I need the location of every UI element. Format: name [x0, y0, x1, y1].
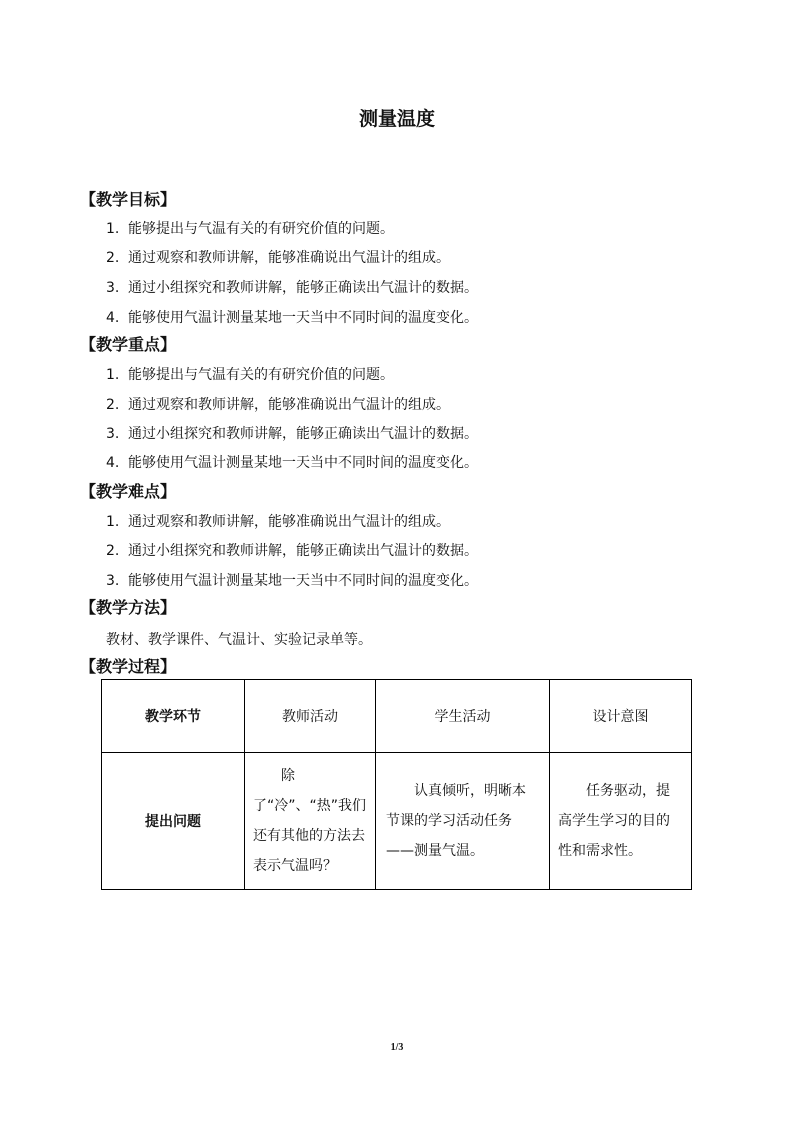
item-text: 通过小组探究和教师讲解，能够正确读出气温计的数据。 [128, 426, 478, 442]
item-number: 1. [106, 514, 120, 530]
list-item [106, 249, 450, 267]
item-number: 2. [106, 397, 120, 413]
page-title: 测量温度 [358, 108, 435, 130]
section-heading-process: 【教学过程】 [80, 657, 177, 676]
item-text: 能够提出与气温有关的有研究价值的问题。 [128, 367, 394, 383]
item-number: 3. [106, 426, 120, 442]
item-text: 通过观察和教师讲解，能够准确说出气温计的组成。 [128, 514, 450, 530]
table-cell-student [376, 753, 550, 890]
item-text: 能够使用气温计测量某地一天当中不同时间的温度变化。 [128, 310, 478, 326]
methods-text: 教材、教学课件、气温计、实验记录单等。 [106, 632, 372, 648]
list-item [106, 396, 450, 414]
section-heading-goals: 【教学目标】 [80, 190, 177, 209]
item-text: 通过小组探究和教师讲解，能够正确读出气温计的数据。 [128, 280, 478, 296]
item-text: 通过观察和教师讲解，能够准确说出气温计的组成。 [128, 250, 450, 266]
section-heading-methods: 【教学方法】 [80, 598, 177, 617]
item-number: 4. [106, 455, 120, 471]
item-text: 通过小组探究和教师讲解，能够正确读出气温计的数据。 [128, 543, 478, 559]
item-text: 能够提出与气温有关的有研究价值的问题。 [128, 221, 394, 237]
list-item [106, 309, 478, 327]
table-cell-stage: 提出问题 [102, 753, 245, 890]
page-number: 1/3 [390, 1042, 404, 1053]
list-item [106, 572, 478, 590]
process-table [101, 679, 692, 890]
table-cell-intent [550, 753, 692, 890]
table-cell-teacher [245, 753, 376, 890]
table-header-row [102, 680, 692, 753]
item-number: 1. [106, 221, 120, 237]
list-item [106, 542, 478, 560]
design-intent-text: 任务驱动，提高学生学习的目的性和需求性。 [558, 783, 670, 859]
student-activity-text: 认真倾听，明晰本节课的学习活动任务——测量气温。 [386, 783, 526, 859]
table-header-cell: 设计意图 [550, 680, 692, 753]
item-number: 1. [106, 367, 120, 383]
list-item [106, 425, 478, 443]
table-header-cell: 教学环节 [102, 680, 245, 753]
list-item [106, 220, 394, 238]
teacher-activity-text: 除了“冷”、“热”我们还有其他的方法去表示气温吗？ [253, 768, 367, 874]
table-header-cell: 学生活动 [376, 680, 550, 753]
section-heading-key-points: 【教学重点】 [80, 335, 177, 354]
item-text: 通过观察和教师讲解，能够准确说出气温计的组成。 [128, 397, 450, 413]
list-item [106, 279, 478, 297]
item-number: 4. [106, 310, 120, 326]
item-number: 2. [106, 250, 120, 266]
section-heading-difficulties: 【教学难点】 [80, 482, 177, 501]
list-item [106, 454, 478, 472]
table-row [102, 753, 692, 890]
item-number: 3. [106, 280, 120, 296]
list-item [106, 513, 450, 531]
item-number: 2. [106, 543, 120, 559]
item-text: 能够使用气温计测量某地一天当中不同时间的温度变化。 [128, 455, 478, 471]
table-header-cell: 教师活动 [245, 680, 376, 753]
list-item [106, 366, 394, 384]
item-number: 3. [106, 573, 120, 589]
item-text: 能够使用气温计测量某地一天当中不同时间的温度变化。 [128, 573, 478, 589]
